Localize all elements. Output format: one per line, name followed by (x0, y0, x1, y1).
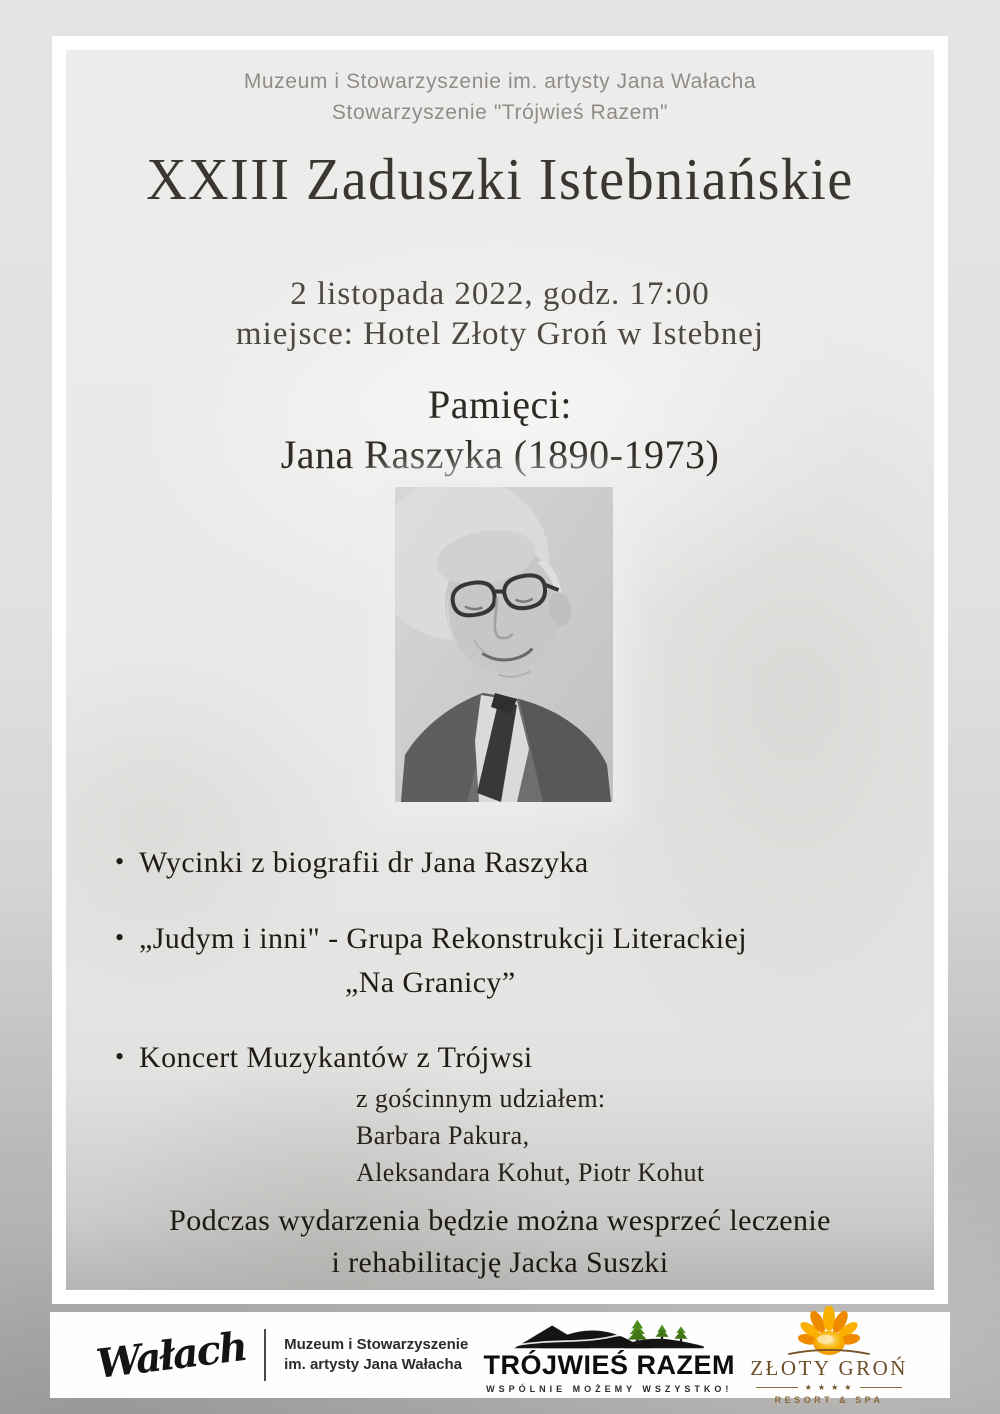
event-date: 2 listopada 2022, godz. 17:00 (290, 276, 710, 312)
walach-signature-icon: Wałach (93, 1322, 249, 1388)
zloty-gron-logo (750, 1306, 908, 1405)
support-line-2: i rehabilitację Jacka Suszki (331, 1246, 669, 1279)
walach-museum-caption (284, 1335, 468, 1375)
organizer-line-2: Stowarzyszenie "Trójwieś Razem" (331, 101, 669, 124)
portrait-illustration (395, 487, 613, 802)
event-place: miejsce: Hotel Złoty Groń w Istebnej (235, 316, 765, 352)
memorial-name: Jana Raszyka (1890-1973) (280, 432, 720, 477)
footer-logo-band (50, 1312, 950, 1405)
sun-icon (781, 1306, 877, 1356)
zloty-gron-divider (756, 1383, 903, 1392)
trojwies-tagline: WSPÓLNIE MOŻEMY WSZYSTKO! (486, 1384, 733, 1394)
walach-museum-logo (93, 1322, 469, 1388)
bullet-2-text-line2: „Na Granicy” (345, 966, 516, 999)
bullet-icon: • (115, 923, 125, 952)
zloty-gron-subtitle: RESORT & SPA (774, 1394, 884, 1405)
bullet-2-text: „Judym i inni" - Grupa Rekonstrukcji Literackiej (139, 922, 747, 955)
support-line-1: Podczas wydarzenia będzie można wesprzeć leczenie (169, 1204, 831, 1237)
divider-line (860, 1387, 902, 1388)
guests-block (356, 1080, 705, 1191)
mountains-icon (513, 1316, 705, 1352)
divider-line (756, 1387, 798, 1388)
memorial-label: Pamięci: (428, 382, 572, 427)
trojwies-razem-logo (484, 1316, 736, 1394)
guests-intro: z gościnnym udziałem: (356, 1084, 606, 1113)
poster-background (66, 50, 934, 1290)
poster-frame (52, 36, 948, 1304)
guest-name-1: Barbara Pakura, (356, 1121, 530, 1150)
trojwies-name: TRÓJWIEŚ RAZEM (483, 1350, 736, 1380)
support-appeal (66, 1200, 934, 1284)
event-datetime-block (66, 274, 934, 354)
bullet-item-3 (115, 1035, 533, 1080)
bullet-item-1 (115, 840, 589, 885)
portrait-photo (395, 487, 613, 802)
zloty-gron-name: ZŁOTY GROŃ (750, 1355, 908, 1380)
walach-caption-line-1: Muzeum i Stowarzyszenie (284, 1336, 469, 1353)
bullet-icon: • (115, 847, 125, 876)
guest-name-2: Aleksandara Kohut, Piotr Kohut (356, 1158, 705, 1187)
walach-caption-line-2: im. artysty Jana Wałacha (284, 1356, 462, 1373)
organizer-header (66, 66, 934, 128)
page-title: XXIII Zaduszki Istebniańskie (146, 147, 854, 213)
bullet-item-2 (115, 916, 747, 1005)
bullet-3-text: Koncert Muzykantów z Trójwsi (139, 1041, 533, 1074)
bullet-1-text: Wycinki z biografii dr Jana Raszyka (139, 846, 589, 879)
stars-icon: ★ ★ ★ ★ (804, 1382, 854, 1392)
memorial-block (66, 380, 934, 480)
logo-divider (264, 1329, 266, 1381)
organizer-line-1: Muzeum i Stowarzyszenie im. artysty Jana Wałacha (243, 70, 757, 93)
bullet-icon: • (115, 1042, 125, 1071)
